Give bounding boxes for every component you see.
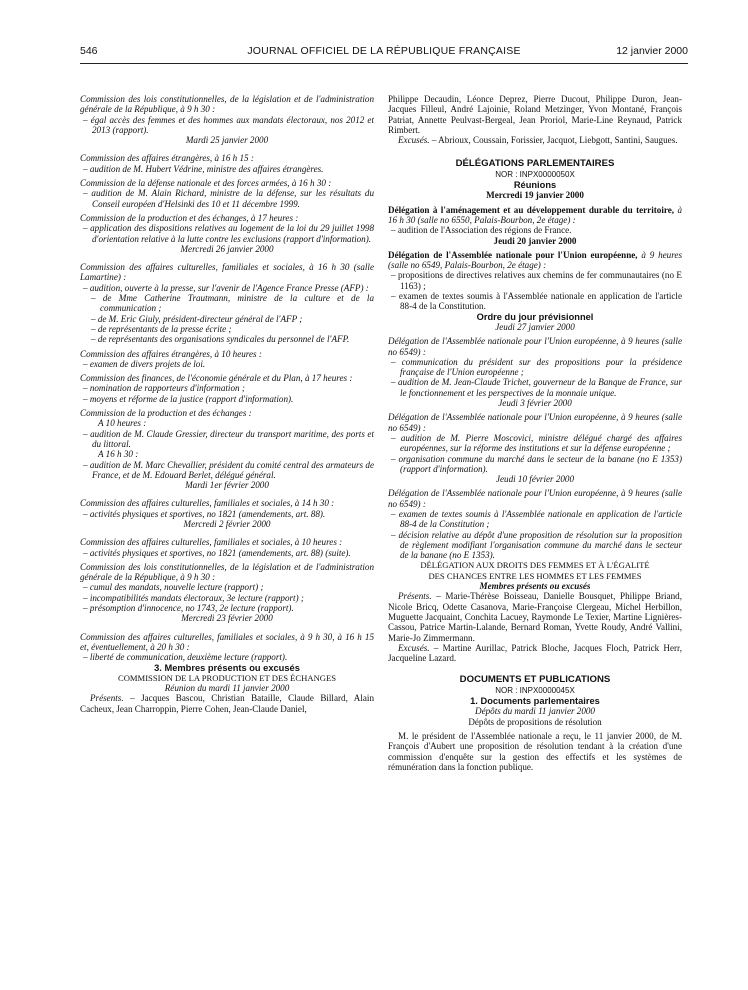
resolution-paragraph: M. le président de l'Assemblée nationale a reçu, le 11 janvier 2000, de M. François d'Aubert une proposition de résolution tendant à la création d'une commission d'enquête sur la gestion des effectifs et les systèmes de rémunération dans la fonction publique.	[388, 730, 682, 772]
time-label: A 16 h 30 :	[98, 449, 139, 460]
excused-names: – Abrioux, Coussain, Forissier, Jacquot, Liebgott, Santini, Saugues.	[431, 135, 678, 146]
agenda-item: – cumul des mandats, nouvelle lecture (rapport) ;	[83, 582, 264, 593]
delegation-title: Délégation de l'Assemblée nationale pour l'Union européenne, à 9 heures (salle no 6549) :	[388, 488, 682, 509]
excused-members	[388, 135, 682, 145]
agenda-item: – incompatibilités mandats électoraux, 3e lecture (rapport) ;	[83, 592, 304, 603]
date-heading: Jeudi 20 janvier 2000	[493, 235, 577, 246]
agenda-subitem: – de M. Eric Giuly, président-directeur général de l'AFP ;	[91, 313, 303, 324]
right-column	[388, 94, 682, 772]
agenda-item: – moyens et réforme de la justice (rapport d'information).	[83, 393, 294, 404]
agenda-item: – égal accès des femmes et des hommes aux mandats électoraux, nos 2012 et 2013 (rapport).	[83, 114, 374, 135]
page-number: 546	[80, 45, 98, 57]
agenda-item: – audition de M. Pierre Moscovici, ministre délégué chargé des affaires européennes, sur la réforme des institutions et sur la défense européenne ;	[391, 432, 682, 454]
date-heading: Jeudi 3 février 2000	[498, 398, 572, 409]
delegation-heading-line2: DES CHANCES ENTRE LES HOMMES ET LES FEMMES	[428, 570, 642, 581]
agenda-item: – propositions de directives relatives aux chemins de fer communautaires (no E 1163) ;	[391, 270, 682, 291]
agenda-item: – audition de M. Marc Chevallier, président du comité central des armateurs de France, et de M. Edouard Berlet, délégué général.	[83, 459, 374, 480]
date-heading: Jeudi 10 février 2000	[495, 474, 575, 485]
agenda-item: – audition de M. Hubert Védrine, ministre des affaires étrangères.	[83, 163, 324, 174]
date-heading: Jeudi 27 janvier 2000	[495, 321, 575, 332]
excused-label: Excusés.	[398, 135, 430, 146]
nor-reference: NOR : INPX0000050X	[495, 169, 575, 179]
delegation-title	[388, 250, 682, 271]
subsection-heading: 1. Documents parlementaires	[470, 696, 600, 707]
deposit-date: Dépôts du mardi 11 janvier 2000	[475, 706, 595, 717]
subsection-heading: Réunions	[513, 180, 557, 191]
delegation-name: Délégation de l'Assemblée nationale pour l'Union européenne,	[388, 249, 638, 260]
agenda-item: – audition de M. Alain Richard, ministre de la défense, sur les résultats du Conseil européen d'Helsinki des 10 et 11 décembre 1999.	[83, 188, 374, 209]
commission-title: Commission de la défense nationale et des forces armées, à 16 h 30 :	[80, 178, 332, 189]
journal-title: JOURNAL OFFICIEL DE LA RÉPUBLIQUE FRANÇAISE	[247, 45, 521, 57]
date-heading: Mercredi 26 janvier 2000	[180, 243, 274, 254]
delegation-title: Délégation de l'Assemblée nationale pour l'Union européenne, à 9 heures (salle no 6549) :	[388, 336, 682, 357]
delegation-title: Délégation de l'Assemblée nationale pour l'Union européenne, à 9 heures (salle no 6549) :	[388, 412, 682, 433]
commission-title: Commission des affaires étrangères, à 16 h 15 :	[80, 153, 254, 164]
section-heading: DÉLÉGATIONS PARLEMENTAIRES	[455, 158, 615, 170]
nor-reference: NOR : INPX0000045X	[495, 685, 575, 695]
section-heading: 3. Membres présents ou excusés	[154, 662, 300, 673]
issue-date: 12 janvier 2000	[616, 45, 688, 57]
agenda-item: – communication du président sur des propositions pour la présidence française de l'Union européenne ;	[391, 356, 682, 378]
date-heading: Mercredi 19 janvier 2000	[486, 190, 584, 201]
present-names: – Marie-Thérèse Boisseau, Danielle Bousquet, Philippe Briand, Nicole Bricq, Odette Casanova, Marie-Françoise Clergeau, Michel Herbillon, Muguette Jacquaint, Conchita Lacuey, Raymonde Le Texier, Martine Lignières-Cassou, Patrice Martin-Lalande, Bernard Roman, Yvette Roudy, André Vallini, Marie-Jo Zimmermann.	[388, 591, 682, 643]
commission-name: COMMISSION DE LA PRODUCTION ET DES ÉCHANGES	[117, 672, 337, 683]
subsection-heading: Ordre du jour prévisionnel	[476, 311, 594, 322]
date-heading: Mercredi 23 février 2000	[181, 613, 273, 624]
meeting-date: Réunion du mardi 11 janvier 2000	[164, 683, 290, 694]
commission-title: Commission des lois constitutionnelles, de la législation et de l'administration générale de la République, à 9 h 30 :	[80, 561, 374, 583]
agenda-item: – organisation commune du marché dans le secteur de la banane (no E 1353) (rapport d'information).	[391, 453, 682, 474]
agenda-item: – audition de l'Association des régions de France.	[391, 225, 572, 236]
present-names-continued: Philippe Decaudin, Léonce Deprez, Pierre Ducout, Philippe Duron, Jean-Jacques Filleul, André Lajoinie, Roland Metzinger, Yvon Montané, François Patriat, Annette Peulvast-Bergeal, Jean Proriol, Marie-Line Reynaud, Patrick Rimbert.	[388, 94, 682, 135]
agenda-item: – examen de textes soumis à l'Assemblée nationale en application de l'article 88-4 de la Constitution ;	[391, 508, 682, 530]
header-rule	[80, 63, 688, 64]
delegation-name: Délégation à l'aménagement et au développement durable du territoire,	[388, 204, 675, 215]
agenda-item: – activités physiques et sportives, no 1821 (amendements, art. 88) (suite).	[83, 547, 351, 558]
date-heading: Mardi 1er février 2000	[185, 480, 269, 491]
present-members	[388, 591, 682, 642]
time-label: A 10 heures :	[98, 418, 147, 429]
agenda-item: – nomination de rapporteurs d'information ;	[83, 383, 245, 394]
agenda-item: – examen de divers projets de loi.	[83, 358, 206, 369]
excused-members	[388, 643, 682, 664]
commission-title: Commission des finances, de l'économie générale et du Plan, à 17 heures :	[80, 373, 353, 384]
agenda-item: – présomption d'innocence, no 1743, 2e lecture (rapport).	[83, 603, 294, 614]
agenda-item: – décision relative au dépôt d'une proposition de résolution sur la proposition de règlement modifiant l'organisation commune du marché dans le secteur de la banane (no E 1353).	[391, 529, 682, 561]
agenda-subitem: – de représentants des organisations syndicales du personnel de l'AFP.	[91, 334, 350, 345]
delegation-heading-line1: DÉLÉGATION AUX DROITS DES FEMMES ET À L'ÉGALITÉ	[420, 560, 650, 571]
present-label: Présents.	[90, 693, 124, 704]
agenda-subitem: – de Mme Catherine Trautmann, ministre de la culture et de la communication ;	[91, 293, 374, 314]
delegation-time: à 9 heures (salle no 6549, Palais-Bourbon, 2e étage) :	[388, 249, 682, 271]
commission-title: Commission des affaires étrangères, à 10 heures :	[80, 348, 262, 359]
commission-title: Commission des affaires culturelles, familiales et sociales, à 16 h 30 (salle Lamartine) :	[80, 262, 374, 283]
section-heading: DOCUMENTS ET PUBLICATIONS	[459, 674, 611, 686]
commission-title: Commission des lois constitutionnelles, de la législation et de l'administration générale de la République, à 9 h 30 :	[80, 94, 374, 115]
agenda-item: – audition de M. Claude Gressier, directeur du transport maritime, des ports et du littoral.	[83, 428, 374, 449]
delegation-title	[388, 205, 682, 226]
resolutions-heading: Dépôts de propositions de résolution	[468, 716, 602, 727]
present-label: Présents.	[398, 591, 432, 602]
members-heading: Membres présents ou excusés	[479, 581, 591, 592]
present-members	[80, 693, 374, 714]
date-heading: Mardi 25 janvier 2000	[185, 135, 269, 146]
commission-title: Commission des affaires culturelles, familiales et sociales, à 14 h 30 :	[80, 498, 335, 509]
page-header	[80, 45, 688, 61]
commission-title: Commission de la production et des échanges :	[80, 408, 252, 419]
agenda-item: – audition de M. Jean-Claude Trichet, gouverneur de la Banque de France, sur le fonctionnement et les perspectives de la monnaie unique.	[391, 377, 682, 398]
present-names: – Jacques Bascou, Christian Bataille, Claude Billard, Alain Cacheux, Jean Charroppin, Pierre Cohen, Jean-Claude Daniel,	[80, 693, 375, 714]
excused-names: – Martine Aurillac, Patrick Bloche, Jacques Floch, Patrick Herr, Jacqueline Lazard.	[388, 642, 682, 664]
delegation-time: à 16 h 30 (salle no 6550, Palais-Bourbon, 2e étage) :	[388, 204, 682, 225]
agenda-item: – examen de textes soumis à l'Assemblée nationale en application de l'article 88-4 de la Constitution.	[391, 291, 682, 312]
commission-title: Commission des affaires culturelles, familiales et sociales, à 9 h 30, à 16 h 15 et, éventuellement, à 20 h 30 :	[80, 631, 374, 652]
commission-title: Commission de la production et des échanges, à 17 heures :	[80, 212, 299, 223]
commission-title: Commission des affaires culturelles, familiales et sociales, à 10 heures :	[80, 537, 343, 548]
left-column	[80, 94, 374, 714]
excused-label: Excusés.	[398, 642, 430, 653]
agenda-item: – application des dispositions relatives au logement de la loi du 29 juillet 1998 d'orientation relative à la lutte contre les exclusions (rapport d'information).	[83, 223, 374, 244]
date-heading: Mercredi 2 février 2000	[183, 518, 271, 529]
agenda-item: – activités physiques et sportives, no 1821 (amendements, art. 88).	[83, 508, 326, 519]
agenda-item: – liberté de communication, deuxième lecture (rapport).	[83, 652, 288, 663]
agenda-subitem: – de représentants de la presse écrite ;	[91, 323, 232, 334]
agenda-item: – audition, ouverte à la presse, sur l'avenir de l'Agence France Presse (AFP) :	[83, 282, 369, 293]
